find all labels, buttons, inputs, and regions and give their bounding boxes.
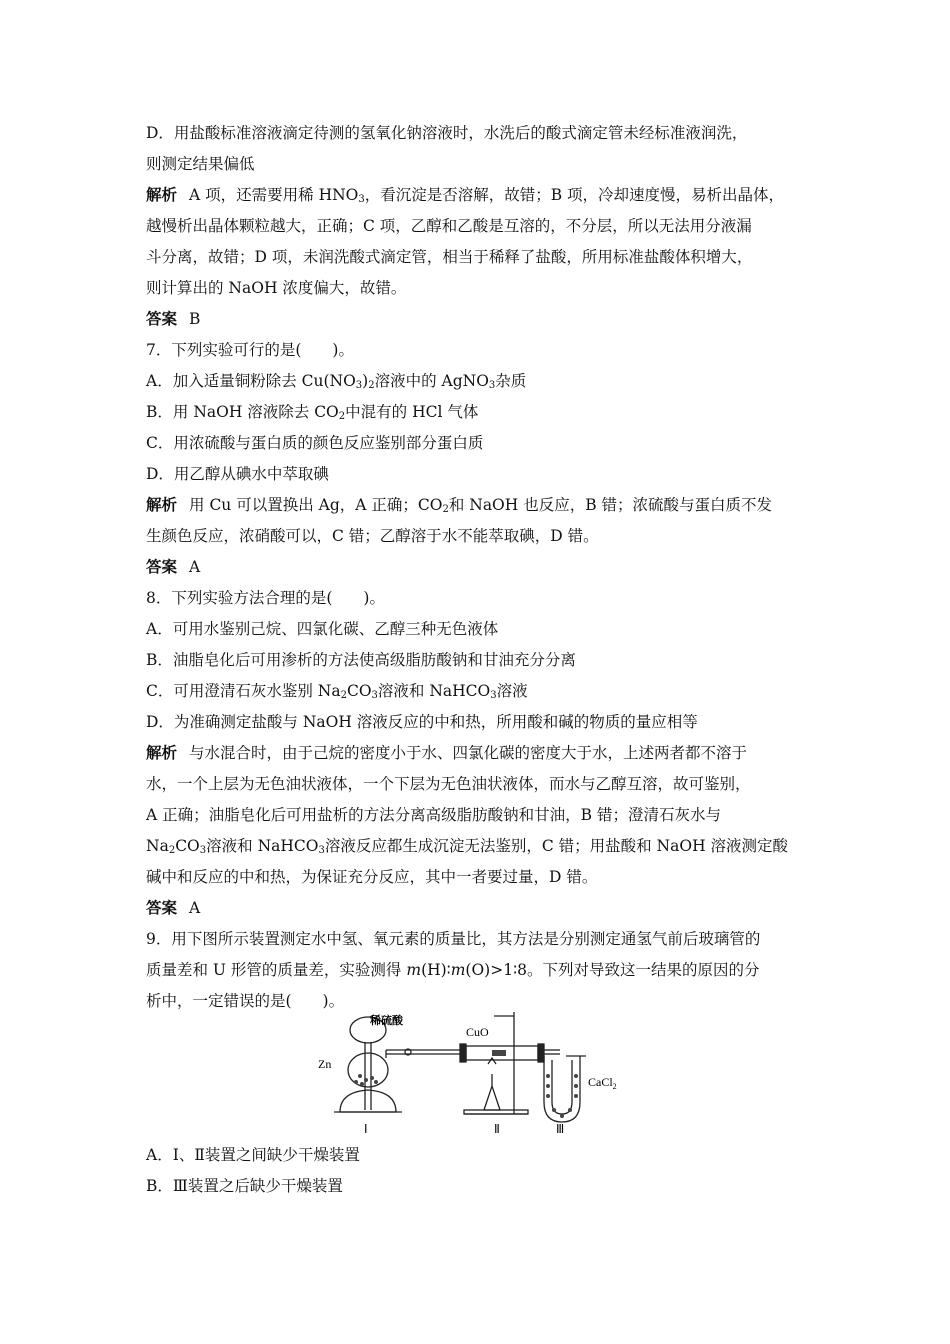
label-i: Ⅰ: [364, 1122, 368, 1136]
q8-analysis-line-2: 水，一个上层为无色油状液体，一个下层为无色油状液体，而水与乙醇互溶，故可鉴别，: [146, 775, 751, 793]
answer-label: 答案: [146, 558, 178, 576]
q8-analysis-line-3: A 正确；油脂皂化后可用盐析的方法分离高级脂肪酸钠和甘油，B 错；澄清石灰水与: [146, 806, 721, 824]
q7-option-c: C．用浓硫酸与蛋白质的颜色反应鉴别部分蛋白质: [146, 434, 484, 452]
q6-analysis-line-1: 解析 A 项，还需要用稀 $HNO_3$，看沉淀是否溶解，故错；B 项，冷却速度慢，易析出晶体，: [146, 186, 785, 205]
alcohol-lamp: [484, 1086, 500, 1110]
q8-option-b: B．油脂皂化后可用渗析的方法使高级脂肪酸钠和甘油充分分离: [146, 651, 576, 669]
u-tube: [544, 1056, 580, 1122]
q7-answer: 答案 A: [146, 558, 201, 576]
apparatus-figure: [316, 1006, 646, 1136]
q8-stem: 8．下列实验方法合理的是( )。: [146, 589, 385, 607]
q7-analysis-line-2: 生颜色反应，浓硝酸可以，C 错；乙醇溶于水不能萃取碘，D 错。: [146, 527, 599, 545]
q8-answer: 答案 A: [146, 899, 201, 917]
q9-option-b: B．Ⅲ装置之后缺少干燥装置: [146, 1177, 343, 1195]
label-ii: Ⅱ: [494, 1122, 500, 1136]
middle-bulb: [348, 1053, 388, 1087]
analysis-label: 解析: [146, 496, 178, 514]
q9-options: [146, 1140, 811, 1202]
q9-stem-line-2: 质量差和 U 形管的质量差，实验测得 m(H)∶m(O)>1∶8。下列对导致这一结果的原因的分: [146, 961, 760, 979]
q7-analysis-line-1: 解析 用 Cu 可以置换出 Ag，A 正确；$CO_2$和 NaOH 也反应，B 错；浓硫酸与蛋白质不发: [146, 496, 773, 515]
answer-label: 答案: [146, 310, 178, 328]
q7-stem: 7．下列实验可行的是( )。: [146, 341, 354, 359]
q8-analysis-line-1: 解析 与水混合时，由于己烷的密度小于水、四氯化碳的密度大于水，上述两者都不溶于: [146, 744, 748, 762]
label-iii: Ⅲ: [556, 1122, 565, 1136]
q6-option-d-cont: 则测定结果偏低: [146, 155, 255, 173]
document-page: [146, 118, 811, 1017]
q8-option-a: A．可用水鉴别己烷、四氯化碳、乙醇三种无色液体: [146, 620, 499, 638]
q6-answer: 答案 B: [146, 310, 201, 328]
q8-option-c: C．可用澄清石灰水鉴别 $Na_2CO_3$溶液和 NaHCO$_3$溶液: [146, 682, 528, 701]
q6-analysis-line-3: 斗分离，故错；D 项，未润洗酸式滴定管，相当于稀释了盐酸，所用标准盐酸体积增大，: [146, 248, 753, 266]
lower-bulb: [340, 1090, 396, 1112]
analysis-label: 解析: [146, 186, 178, 204]
q7-option-b: B．用 NaOH 溶液除去 $CO_2$中混有的 HCl 气体: [146, 403, 479, 422]
q6-analysis-line-4: 则计算出的 NaOH 浓度偏大，故错。: [146, 279, 407, 297]
q9-stem-line-3: 析中，一定错误的是( )。: [146, 992, 345, 1010]
q6-analysis-line-2: 越慢析出晶体颗粒越大，正确；C 项，乙醇和乙酸是互溶的，不分层，所以无法用分液漏: [146, 217, 752, 235]
q8-analysis-line-4: $Na_2CO_3$溶液和 NaHCO$_3$溶液反应都生成沉淀无法鉴别，C 错；用盐酸和 NaOH 溶液测定酸: [146, 837, 789, 856]
q8-analysis-line-5: 碱中和反应的中和热，为保证充分反应，其中一者要过量，D 错。: [146, 868, 598, 886]
cacl-label: CaCl$_2$: [588, 1075, 617, 1091]
analysis-label: 解析: [146, 744, 178, 762]
cuo-label: CuO: [466, 1025, 489, 1039]
zn-label: Zn: [318, 1057, 332, 1071]
q8-option-d: D．为准确测定盐酸与 NaOH 溶液反应的中和热，所用酸和碱的物质的量应相等: [146, 713, 698, 731]
answer-label: 答案: [146, 899, 178, 917]
q9-option-a: A．Ⅰ、Ⅱ装置之间缺少干燥装置: [146, 1146, 360, 1164]
q7-option-d: D．用乙醇从碘水中萃取碘: [146, 465, 329, 483]
acid-label: 稀硫酸: [370, 1014, 403, 1027]
apparatus-diagram: [316, 1006, 646, 1136]
q7-option-a: A．加入适量铜粉除去 $Cu(NO_3)_2$溶液中的 AgNO$_3$杂质: [146, 372, 527, 391]
q9-stem-line-1: 9．用下图所示装置测定水中氢、氧元素的质量比，其方法是分别测定通氢气前后玻璃管的: [146, 930, 761, 948]
q6-option-d: D．用盐酸标准溶液滴定待测的氢氧化钠溶液时，水洗后的酸式滴定管未经标准液润洗，: [146, 124, 748, 142]
